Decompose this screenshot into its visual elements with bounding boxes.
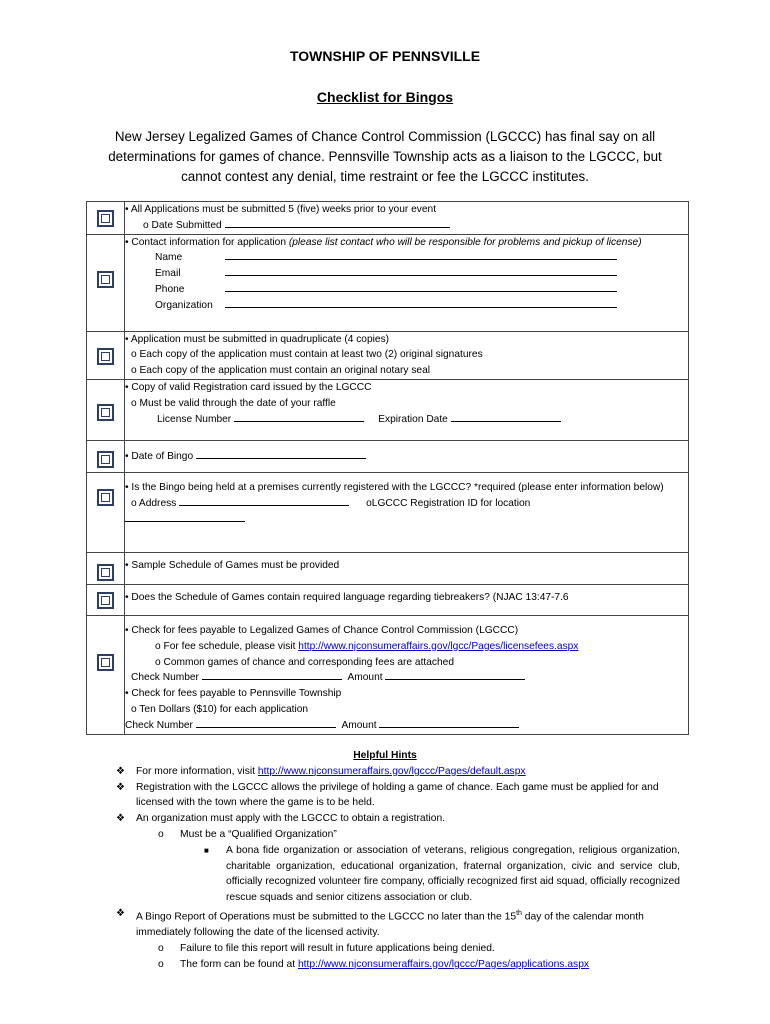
item-text: • Does the Schedule of Games contain required language regarding tiebreakers? (NJAC 13:47-7.6 [125, 591, 569, 603]
hint-subtext: The form can be found at [180, 958, 296, 970]
checklist-row-premises [87, 472, 689, 552]
checklist-row-fees [87, 615, 689, 734]
date-submitted-field[interactable] [225, 218, 450, 228]
checkbox-schedule[interactable] [97, 564, 114, 581]
address-label: o Address [131, 497, 177, 509]
item-subtext: o Each copy of the application must contain an original notary seal [131, 365, 431, 377]
diamond-bullet-icon: ❖ [116, 813, 125, 825]
item-text: • All Applications must be submitted 5 (five) weeks prior to your event [125, 204, 437, 215]
email-label: Email [155, 268, 181, 280]
checklist-table [86, 201, 689, 735]
checklist-row-tiebreakers [87, 584, 689, 615]
checklist-row-schedule [87, 552, 689, 584]
item-text: • Is the Bingo being held at a premises currently registered with the LGCCC? *required (please enter information below) [125, 481, 664, 493]
check-number-field[interactable] [202, 670, 342, 680]
hint-text: day of the calendar month immediately following the date of the licensed activity. [136, 911, 644, 939]
amount-label: Amount [347, 672, 383, 684]
item-note: (please list contact who will be responsible for problems and pickup of license) [288, 236, 642, 248]
address-field[interactable] [179, 496, 349, 506]
item-subtext: o Ten Dollars ($10) for each application [131, 703, 309, 715]
license-number-label: License Number [157, 413, 232, 425]
lgccc-default-link[interactable]: http://www.njconsumeraffairs.gov/lgccc/Pages/default.aspx [257, 765, 526, 777]
date-of-bingo-field[interactable] [196, 449, 366, 459]
amount-label: Amount [341, 719, 377, 731]
hint-superscript: th [516, 909, 522, 917]
item-text: • Check for fees payable to Legalized Games of Chance Control Commission (LGCCC) [125, 624, 519, 636]
fee-schedule-text: o For fee schedule, please visit [155, 640, 296, 652]
organization-label: Organization [155, 299, 213, 311]
item-subtext: o Each copy of the application must contain at least two (2) original signatures [131, 349, 483, 361]
registration-id-label: oLGCCC Registration ID for location [366, 497, 531, 509]
item-subtext: o Must be valid through the date of your raffle [131, 397, 336, 409]
checklist-row-date-of-bingo [87, 440, 689, 472]
hint-text: An organization must apply with the LGCCC to obtain a registration. [136, 813, 446, 825]
hint-text: A Bingo Report of Operations must be submitted to the LGCCC no later than the 15 [136, 911, 517, 923]
circle-bullet-icon: o [158, 828, 164, 840]
item-subtext: o Common games of chance and corresponding fees are attached [155, 656, 455, 668]
diamond-bullet-icon: ❖ [116, 765, 125, 777]
checklist-row-contact [87, 234, 689, 331]
check-number-label: Check Number [131, 672, 199, 684]
helpful-hints-title: Helpful Hints [353, 750, 417, 761]
check-number-field-2[interactable] [196, 718, 336, 728]
diamond-bullet-icon: ❖ [116, 781, 125, 793]
amount-field-2[interactable] [379, 718, 519, 728]
organization-field[interactable] [225, 298, 617, 308]
hint-subtext: Must be a “Qualified Organization” [180, 828, 337, 840]
checkbox-registration-card[interactable] [97, 404, 114, 421]
fee-schedule-link[interactable]: http://www.njconsumeraffairs.gov/lgcc/Pages/licensefees.aspx [298, 640, 579, 652]
amount-field[interactable] [385, 670, 525, 680]
date-of-bingo-label: • Date of Bingo [125, 450, 194, 462]
checkbox-date-of-bingo[interactable] [97, 451, 114, 468]
hint-text: For more information, visit [136, 765, 256, 777]
checklist-row-quadruplicate [87, 331, 689, 379]
expiration-date-label: Expiration Date [378, 413, 448, 425]
item-text: • Sample Schedule of Games must be provided [125, 559, 340, 571]
square-bullet-icon: ■ [204, 845, 209, 855]
email-field[interactable] [225, 266, 617, 276]
checkbox-quadruplicate[interactable] [97, 348, 114, 365]
registration-id-field[interactable] [125, 512, 245, 522]
item-text: • Copy of valid Registration card issued by the LGCCC [125, 381, 372, 393]
hint-subtext: A bona fide organization or association of veterans, religious congregation, religious organization, charitable organization, educational organization, fraternal organization, civic and service club, officially recognized volunteer fire company, officially recognized first aid squad, officially recognized rescue squads and senior citizens association or club. [226, 844, 680, 904]
date-submitted-label: o Date Submitted [143, 219, 222, 231]
phone-field[interactable] [225, 282, 617, 292]
item-text: • Contact information for application [125, 236, 286, 248]
circle-bullet-icon: o [158, 942, 164, 954]
checklist-row-registration-card [87, 379, 689, 440]
item-text: • Check for fees payable to Pennsville Township [125, 688, 342, 700]
township-title: TOWNSHIP OF PENNSVILLE [289, 48, 481, 64]
checkbox-tiebreakers[interactable] [97, 592, 114, 609]
name-field[interactable] [225, 250, 617, 260]
intro-paragraph: New Jersey Legalized Games of Chance Control Commission (LGCCC) has final say on all determinations for games of chance. Pennsville Township acts as a liaison to the LGCCC, but cannot contest any denial, time restraint or fee the LGCCC institutes. [108, 129, 662, 184]
lgccc-applications-link[interactable]: http://www.njconsumeraffairs.gov/lgccc/Pages/applications.aspx [297, 958, 590, 970]
checklist-title: Checklist for Bingos [316, 89, 454, 105]
name-label: Name [155, 252, 183, 264]
checkbox-fees[interactable] [97, 654, 114, 671]
hint-subtext: Failure to file this report will result in future applications being denied. [180, 942, 495, 954]
hint-text: Registration with the LGCCC allows the privilege of holding a game of chance. Each game must be applied for and licensed with the town where the game is to be held. [136, 781, 659, 809]
diamond-bullet-icon: ❖ [116, 907, 125, 919]
check-number-label: Check Number [125, 719, 193, 731]
expiration-date-field[interactable] [451, 412, 561, 422]
item-text: • Application must be submitted in quadruplicate (4 copies) [125, 333, 390, 345]
checkbox-premises[interactable] [97, 489, 114, 506]
checklist-row-submission [87, 202, 689, 235]
helpful-hints [0, 748, 770, 973]
license-number-field[interactable] [234, 412, 364, 422]
circle-bullet-icon: o [158, 958, 164, 970]
checkbox-contact[interactable] [97, 271, 114, 288]
phone-label: Phone [155, 283, 185, 295]
checkbox-submission[interactable] [97, 210, 114, 227]
